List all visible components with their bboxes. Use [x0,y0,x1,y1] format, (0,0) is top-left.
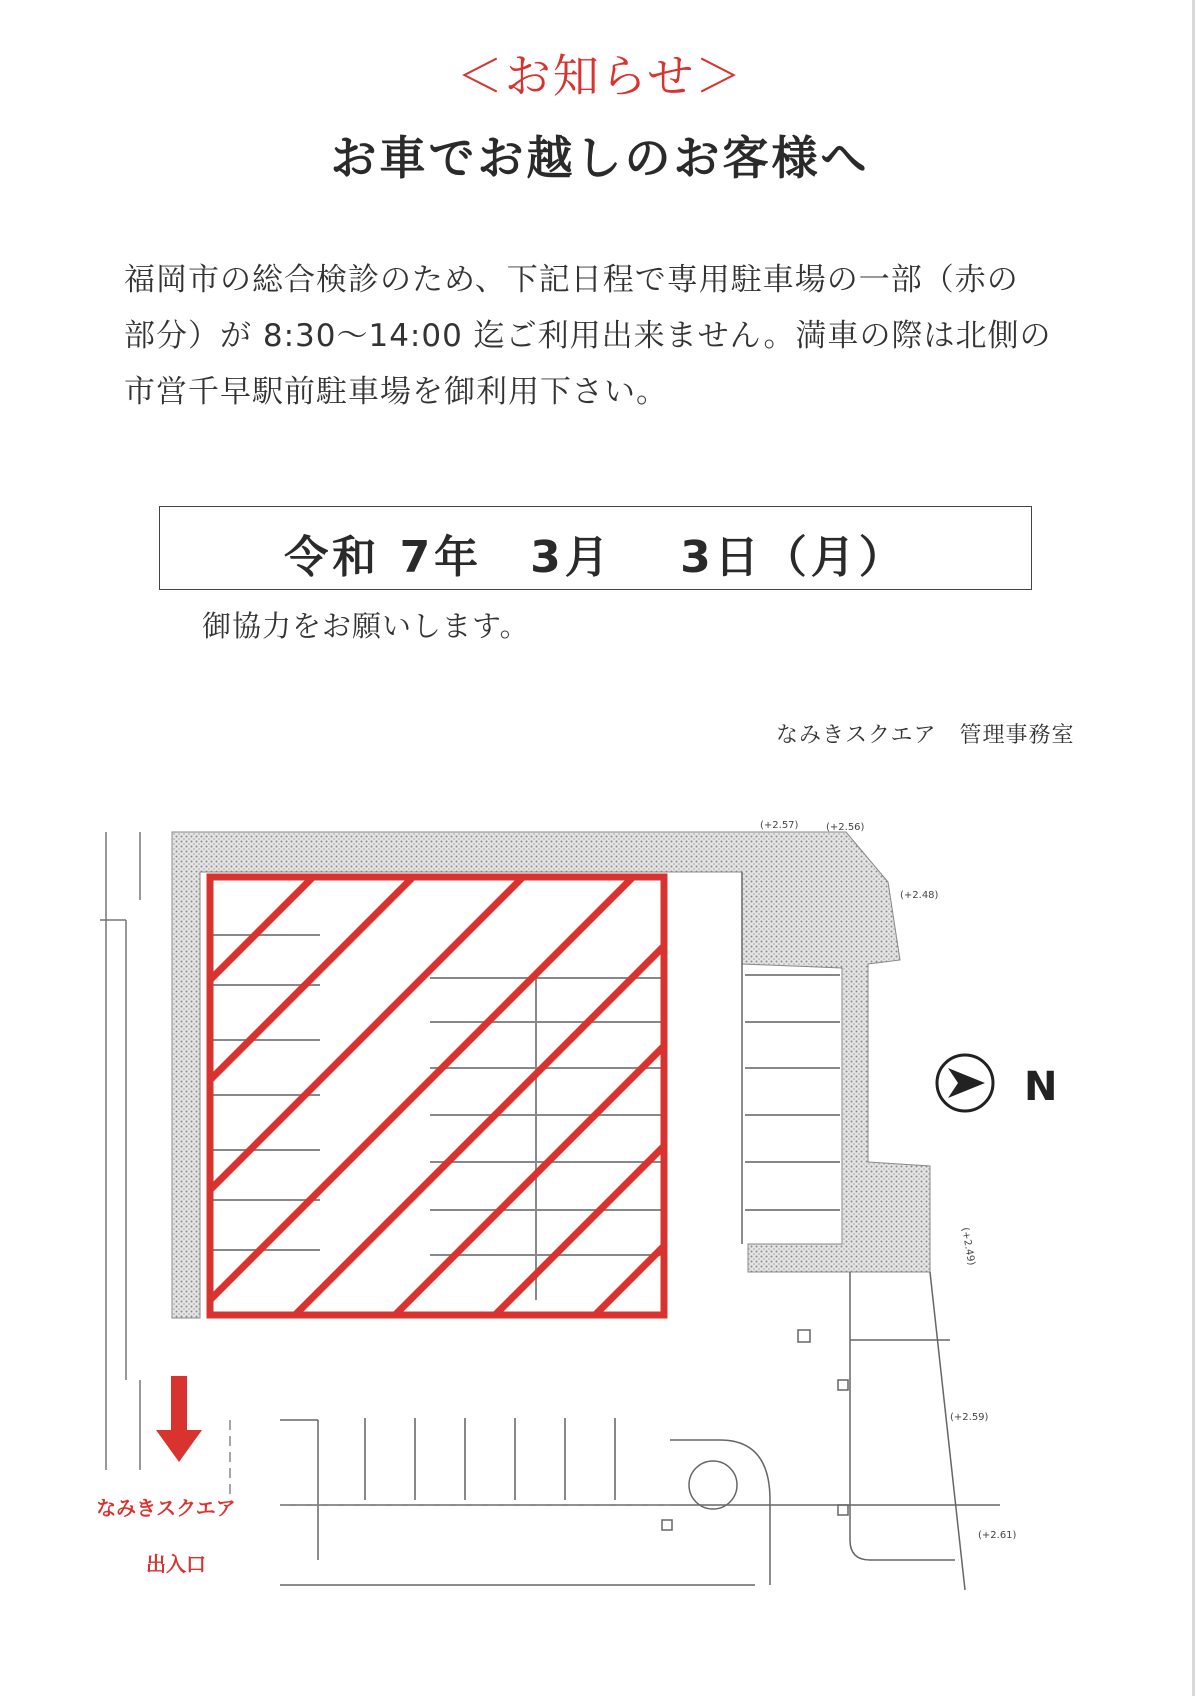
north-label: N [1024,1064,1058,1110]
entrance-arrow-icon [156,1376,202,1462]
date-box [159,506,1032,590]
entrance-label-type: 出入口 [146,1552,206,1576]
elevation-label-3: (+2.48) [900,890,939,901]
main-title: お車でお越しのお客様へ [330,131,870,185]
elevation-label-5: (+2.59) [950,1412,989,1423]
elevation-label-6: (+2.61) [978,1530,1017,1541]
body-text [124,252,1084,420]
elevation-label-4: (+2.49) [959,1226,977,1267]
elevation-label-1: (+2.57) [760,820,799,831]
notice-label: ＜お知らせ＞ [456,49,744,103]
stall-dashes [230,1420,670,1505]
closure-date: 令和 7年 3月 3日（月） [284,532,907,583]
entrance-label-name: なみきスクエア [96,1496,236,1520]
body-line-2: 部分）が 8:30〜14:00 迄ご利用出来ません。満車の際は北側の [124,318,1052,354]
parking-stalls [210,935,840,1500]
elevation-label-2: (+2.56) [826,822,865,833]
north-arrow-icon [937,1055,1057,1111]
body-line-1: 福岡市の総合検診のため、下記日程で専用駐車場の一部（赤の [124,262,1019,298]
body-line-3: 市営千早駅前駐車場を御利用下さい。 [124,374,668,410]
management-office: なみきスクエア 管理事務室 [776,723,1075,748]
left-road [100,832,140,1470]
cooperation-request: 御協力をお願いします。 [202,609,530,643]
parking-lot-map [0,800,1200,1600]
